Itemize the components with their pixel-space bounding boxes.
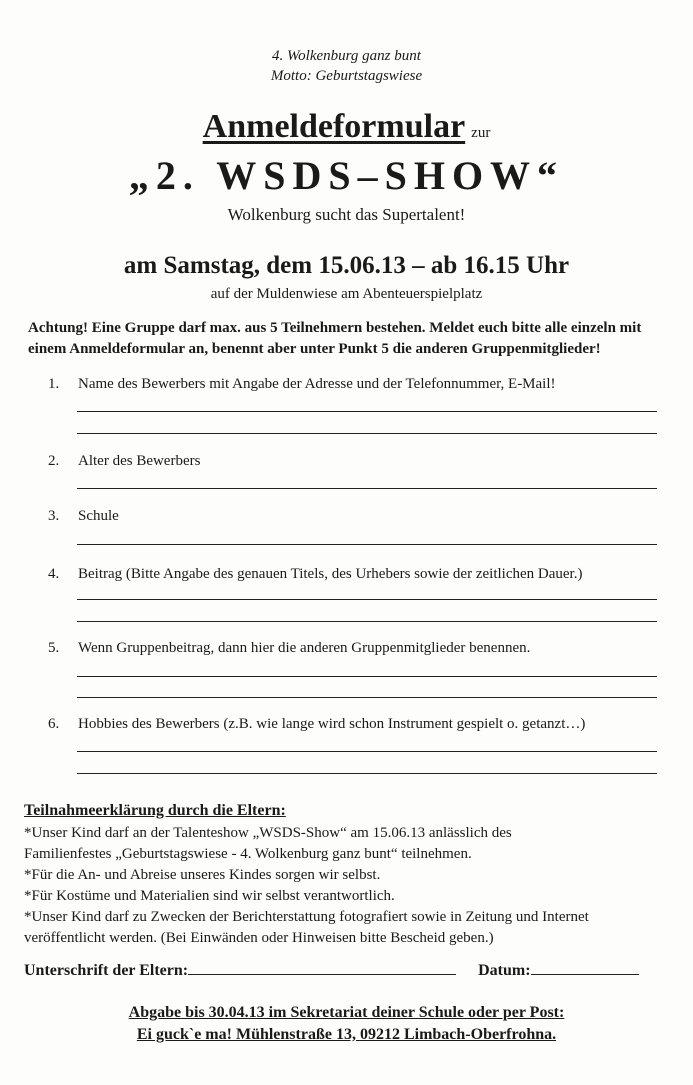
submission-deadline: Abgabe bis 30.04.13 im Sekretariat deiner Schule oder per Post: [128, 1004, 565, 1021]
answer-line-2[interactable] [77, 488, 657, 489]
question-number: 1. [48, 376, 60, 392]
question-text: Alter des Bewerbers [78, 453, 201, 469]
signature-row [24, 960, 664, 980]
parent-declaration-line: *Unser Kind darf an der Talenteshow „WSDS-Show“ am 15.06.13 anlässlich des [24, 825, 512, 841]
parent-declaration [24, 800, 674, 949]
question-number: 6. [48, 716, 60, 732]
question-number: 5. [48, 640, 60, 656]
group-warning: Achtung! Eine Gruppe darf max. aus 5 Teilnehmern bestehen. Meldet euch bitte alle einzeln mit einem Anmeldeformular an, benennt aber unter Punkt 5 die anderen Gruppenmitglieder! [28, 320, 642, 357]
question-text: Wenn Gruppenbeitrag, dann hier die anderen Gruppenmitglieder benennen. [78, 640, 531, 656]
form-title-suffix: zur [471, 125, 491, 141]
parent-declaration-line: *Unser Kind darf zu Zwecken der Berichterstattung fotografiert sowie in Zeitung und Internet [24, 909, 589, 925]
date-field[interactable] [531, 960, 639, 975]
event-name: 4. Wolkenburg ganz bunt [272, 48, 421, 64]
answer-line-4a[interactable] [77, 599, 657, 600]
show-name: „2. WSDS–SHOW“ [128, 153, 565, 198]
form-title-row [0, 108, 693, 146]
answer-line-1a[interactable] [77, 411, 657, 412]
answer-line-6a[interactable] [77, 751, 657, 752]
question-text: Hobbies des Bewerbers (z.B. wie lange wird schon Instrument gespielt o. getanzt…) [78, 716, 586, 732]
event-location: auf der Muldenwiese am Abenteuerspielplatz [210, 286, 483, 302]
event-info [0, 46, 693, 86]
question-2 [48, 453, 658, 470]
question-5 [48, 640, 658, 657]
parent-declaration-line: *Für die An- und Abreise unseres Kindes sorgen wir selbst. [24, 867, 381, 883]
parent-declaration-line: veröffentlicht werden. (Bei Einwänden oder Hinweisen bitte Bescheid geben.) [24, 930, 494, 946]
answer-line-3[interactable] [77, 544, 657, 545]
event-date: am Samstag, dem 15.06.13 – ab 16.15 Uhr [123, 252, 570, 279]
show-subtitle: Wolkenburg sucht das Supertalent! [227, 205, 466, 224]
question-text: Name des Bewerbers mit Angabe der Adresse und der Telefonnummer, E-Mail! [78, 376, 556, 392]
question-1 [48, 376, 658, 393]
answer-line-5b[interactable] [77, 697, 657, 698]
parent-declaration-line: Familienfestes „Geburtstagswiese - 4. Wolkenburg ganz bunt“ teilnehmen. [24, 846, 472, 862]
form-title: Anmeldeformular [202, 108, 466, 145]
date-label: Datum: [478, 962, 531, 979]
signature-field[interactable] [188, 960, 456, 975]
question-number: 4. [48, 566, 60, 582]
answer-line-5a[interactable] [77, 676, 657, 677]
question-number: 2. [48, 453, 60, 469]
signature-label: Unterschrift der Eltern: [24, 962, 189, 979]
submission-info [0, 1002, 693, 1046]
answer-line-4b[interactable] [77, 621, 657, 622]
submission-address: Ei guck`e ma! Mühlenstraße 13, 09212 Limbach-Oberfrohna. [136, 1026, 557, 1043]
question-3 [48, 508, 658, 525]
question-text: Beitrag (Bitte Angabe des genauen Titels, des Urhebers sowie der zeitlichen Dauer.) [78, 566, 583, 582]
event-motto: Motto: Geburtstagswiese [270, 68, 423, 84]
question-4 [48, 566, 658, 583]
question-number: 3. [48, 508, 60, 524]
parent-declaration-heading: Teilnahmeerklärung durch die Eltern: [24, 802, 286, 819]
question-text: Schule [78, 508, 119, 524]
answer-line-1b[interactable] [77, 433, 657, 434]
answer-line-6b[interactable] [77, 773, 657, 774]
parent-declaration-line: *Für Kostüme und Materialien sind wir selbst verantwortlich. [24, 888, 395, 904]
question-6 [48, 716, 658, 733]
